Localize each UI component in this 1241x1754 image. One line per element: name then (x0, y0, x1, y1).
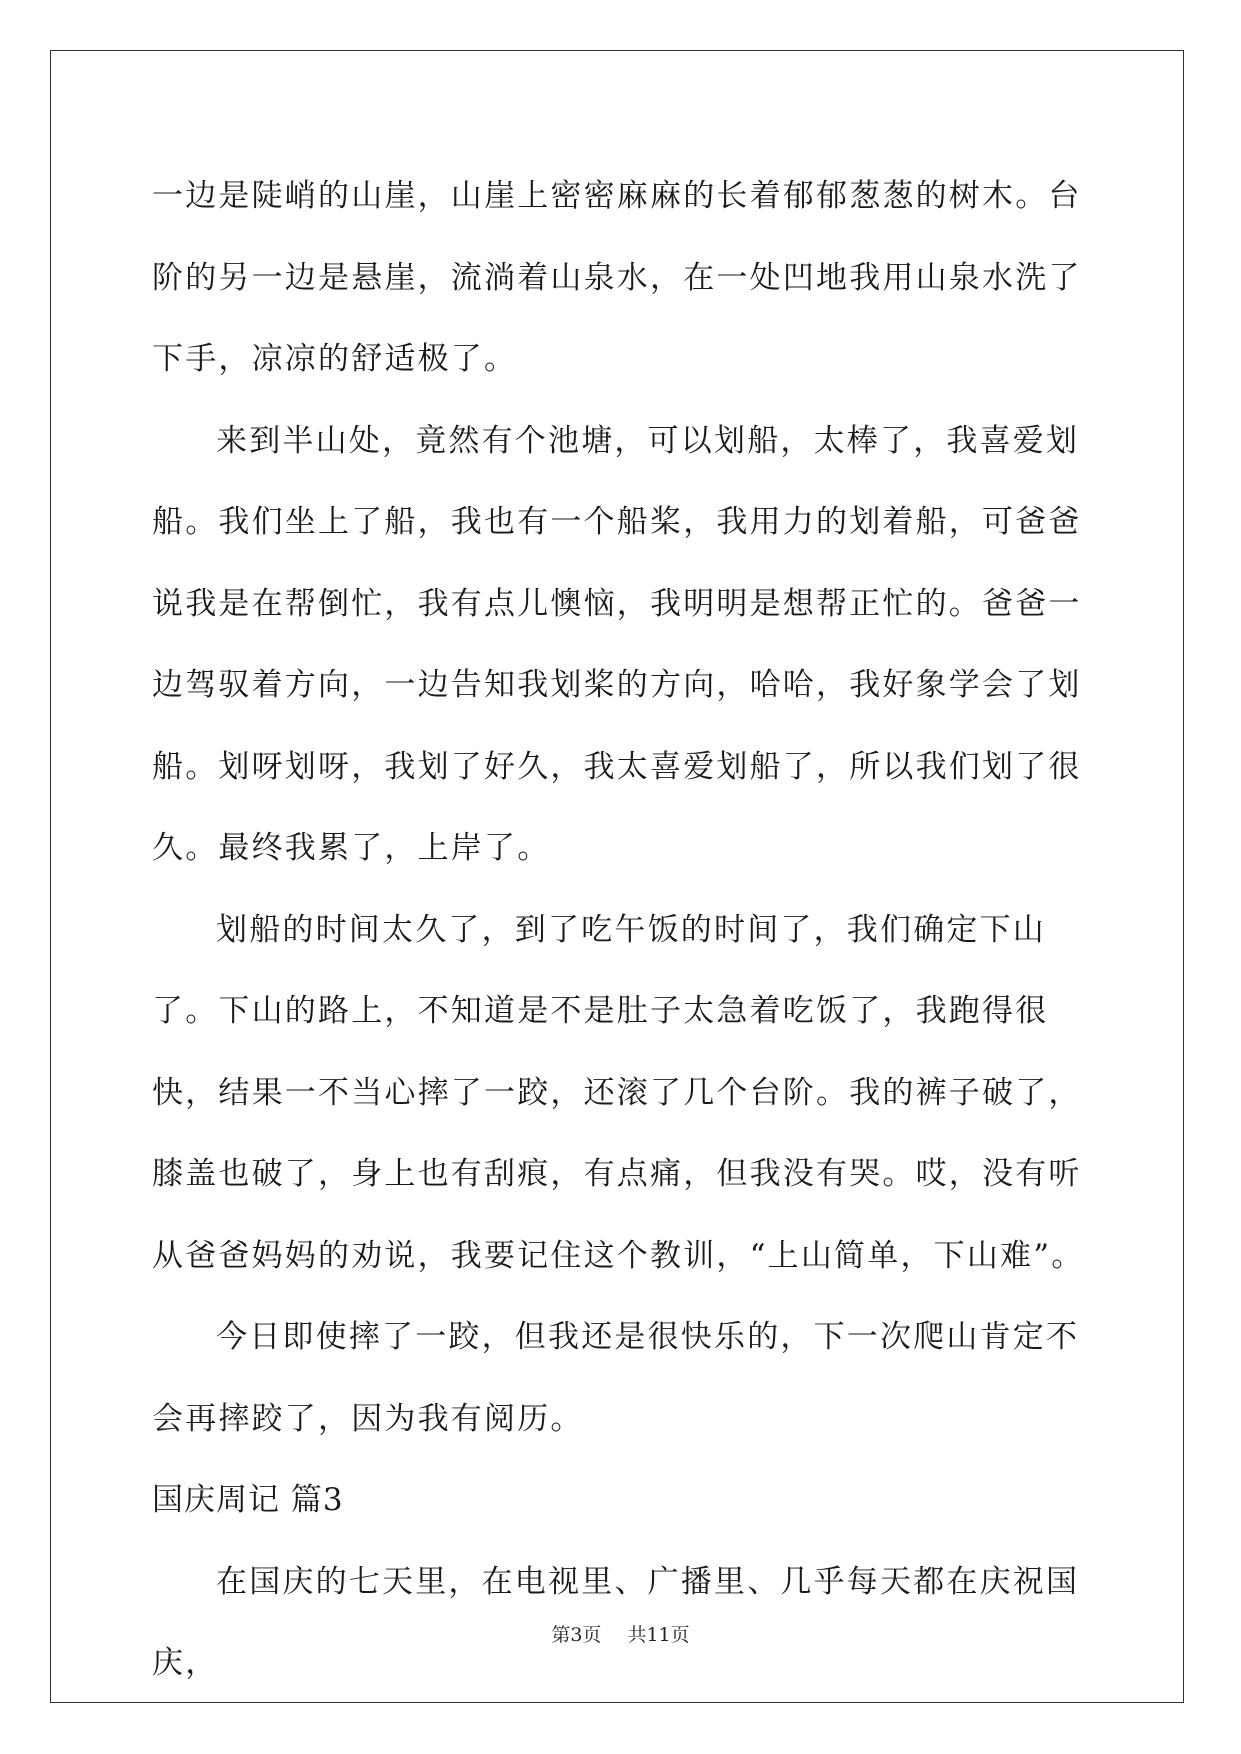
page-total: 共11页 (627, 1624, 690, 1646)
section-heading: 国庆周记 篇3 (152, 1482, 344, 1518)
paragraph: 划船的时间太久了，到了吃午饭的时间了，我们确定下山了。下山的路上，不知道是不是肚子太急着吃饭了，我跑得很快，结果一不当心摔了一跤，还滚了几个台阶。我的裤子破了，膝盖也破了，身上也有刮痕，有点痛，但我没有哭。哎，没有听从爸爸妈妈的劝说，我要记住这个教训，“上山简单，下山难”。 (152, 911, 1085, 1274)
paragraph: 今日即使摔了一跤，但我还是很快乐的，下一次爬山肯定不会再摔跤了，因为我有阅历。 (152, 1319, 1080, 1437)
document-body (152, 156, 1092, 1705)
page-footer (0, 1620, 1241, 1647)
paragraph: 来到半山处，竟然有个池塘，可以划船，太棒了，我喜爱划船。我们坐上了船，我也有一个船桨，我用力的划着船，可爸爸说我是在帮倒忙，我有点儿懊恼，我明明是想帮正忙的。爸爸一边驾驭着方向，一边告知我划桨的方向，哈哈，我好象学会了划船。划呀划呀，我划了好久，我太喜爱划船了，所以我们划了很久。最终我累了，上岸了。 (152, 422, 1082, 866)
paragraph: 一边是陡峭的山崖，山崖上密密麻麻的长着郁郁葱葱的树木。台阶的另一边是悬崖，流淌着山泉水，在一处凹地我用山泉水洗了下手，凉凉的舒适极了。 (152, 178, 1082, 377)
page-number: 第3页 (551, 1624, 602, 1646)
paragraph: 在国庆的七天里，在电视里、广播里、几乎每天都在庆祝国庆， (152, 1563, 1080, 1681)
